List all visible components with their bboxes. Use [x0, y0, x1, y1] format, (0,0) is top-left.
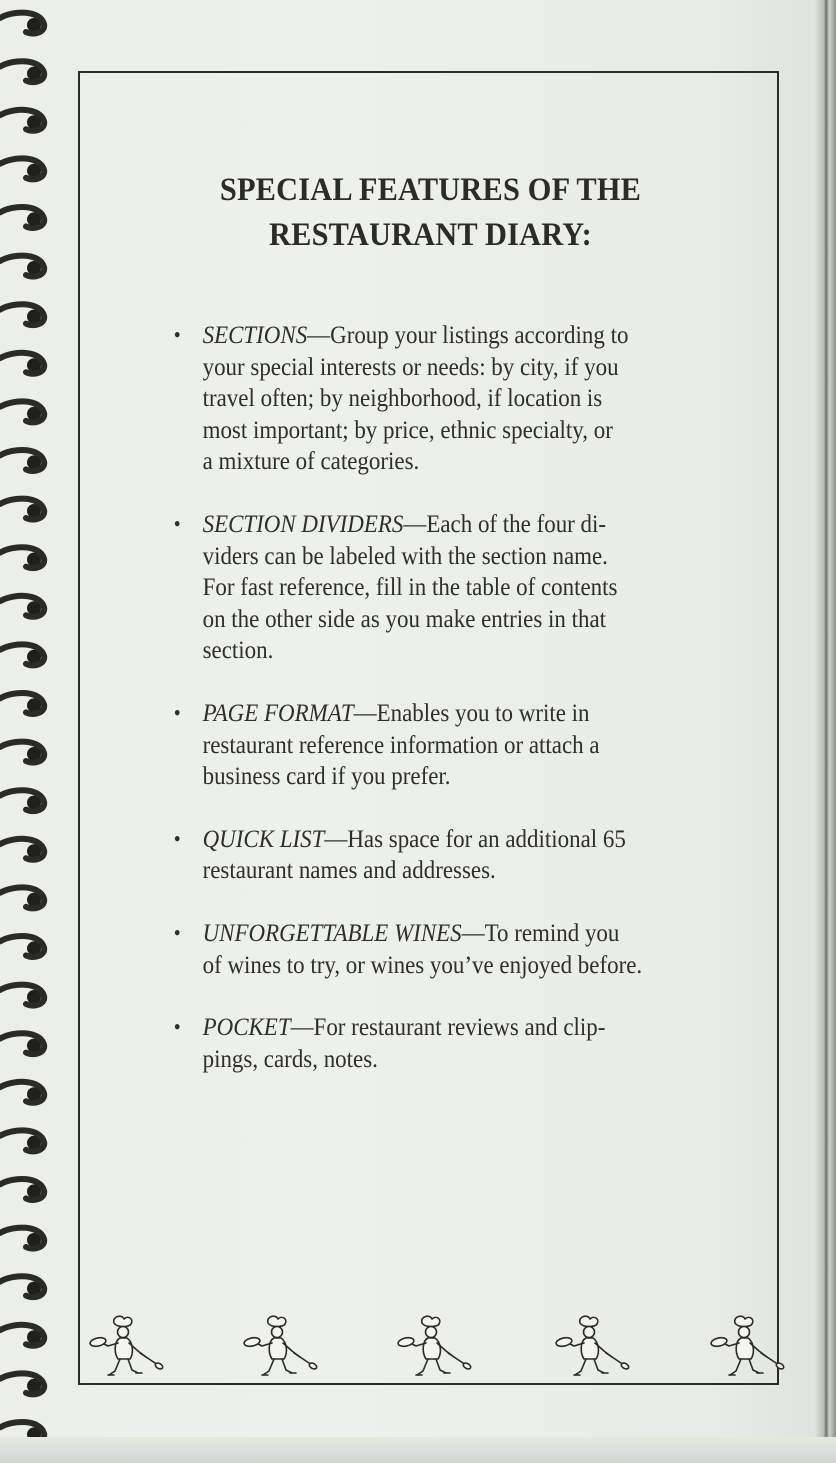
feature-text-line: restaurant names and addresses.	[202, 855, 496, 885]
bullet-icon: •	[173, 1014, 181, 1040]
feature-text-line: a mixture of categories.	[202, 446, 420, 476]
feature-item-quick-list	[172, 823, 734, 886]
page-stack-edge	[814, 0, 836, 1463]
title-line-1: SPECIAL FEATURES OF THE	[219, 172, 642, 209]
spiral-loop	[0, 110, 44, 131]
feature-text-line: —Each of the four di-	[403, 508, 607, 538]
spiral-loop	[0, 61, 44, 82]
feature-name: POCKET	[202, 1012, 291, 1042]
spiral-loop	[0, 1033, 44, 1054]
feature-item-section-dividers	[172, 508, 734, 666]
chef-with-spoon-icon	[392, 1313, 472, 1381]
feature-item-pocket	[172, 1011, 734, 1074]
feature-item-sections	[172, 319, 734, 477]
feature-item-unforgettable-wines	[172, 917, 734, 980]
feature-text-line: viders can be labeled with the section name.	[202, 540, 608, 570]
feature-text-line: —Enables you to write in	[353, 697, 590, 727]
spiral-loop	[0, 985, 44, 1006]
feature-text-line: —To remind you	[461, 917, 620, 947]
spiral-loop	[0, 742, 44, 763]
chef-with-spoon-icon	[705, 1313, 785, 1381]
feature-text-line: travel often; by neighborhood, if location is	[202, 383, 603, 413]
feature-name: SECTIONS	[202, 320, 308, 349]
bullet-icon: •	[173, 919, 181, 945]
spiral-loop	[0, 936, 44, 957]
spiral-loop	[0, 1228, 44, 1249]
feature-name: QUICK LIST	[202, 823, 325, 853]
spiral-loop	[0, 887, 44, 908]
spiral-loop	[0, 1130, 44, 1151]
spiral-loop	[0, 547, 44, 568]
feature-text-line: section.	[202, 635, 274, 665]
spiral-loop	[0, 1325, 44, 1346]
spiral-loop	[0, 401, 44, 422]
feature-text-line: restaurant reference information or attach a	[202, 729, 600, 759]
feature-name: SECTION DIVIDERS	[202, 508, 404, 538]
spiral-loop	[0, 693, 44, 714]
feature-text-line: business card if you prefer.	[202, 761, 451, 791]
title-line-2: RESTAURANT DIARY:	[269, 217, 592, 254]
feature-text-line: pings, cards, notes.	[202, 1043, 378, 1073]
feature-text-line: your special interests or needs: by city, if you	[202, 351, 619, 381]
spiral-loop	[0, 839, 44, 860]
feature-text-line: of wines to try, or wines you’ve enjoyed before.	[202, 949, 643, 979]
bullet-icon: •	[173, 322, 181, 347]
feature-text-line: —For restaurant reviews and clip-	[290, 1012, 606, 1042]
spiral-binding	[0, 0, 56, 1463]
feature-text-line: For fast reference, fill in the table of contents	[202, 572, 618, 602]
spiral-loop	[0, 1373, 44, 1394]
chef-with-spoon-icon	[84, 1313, 164, 1381]
bullet-icon: •	[173, 825, 181, 851]
feature-text-line: most important; by price, ethnic specialty, or	[202, 414, 613, 444]
spiral-loop	[0, 790, 44, 811]
feature-text-line: on the other side as you make entries in that	[202, 603, 607, 633]
feature-list	[172, 319, 712, 1074]
bullet-icon: •	[173, 510, 181, 536]
feature-text-line: —Group your listings according to	[307, 320, 629, 349]
feature-text-line: —Has space for an additional 65	[324, 823, 626, 853]
page-bottom-edge	[0, 1437, 836, 1463]
spiral-loop	[0, 1179, 44, 1200]
bullet-icon: •	[173, 699, 181, 725]
spiral-loop	[0, 499, 44, 520]
spiral-loop	[0, 304, 44, 325]
page-frame	[78, 71, 779, 1385]
chef-border	[80, 1311, 777, 1383]
chef-with-spoon-icon	[550, 1313, 630, 1381]
chef-with-spoon-icon	[238, 1313, 318, 1381]
spiral-loop	[0, 256, 44, 277]
spiral-loop	[0, 644, 44, 665]
page-title	[108, 168, 753, 258]
feature-name: UNFORGETTABLE WINES	[202, 917, 462, 947]
spiral-loop	[0, 158, 44, 179]
spiral-loop	[0, 207, 44, 228]
spiral-loop	[0, 13, 44, 34]
feature-name: PAGE FORMAT	[202, 697, 354, 727]
feature-item-page-format	[172, 697, 734, 792]
spiral-loop	[0, 450, 44, 471]
spiral-loop	[0, 353, 44, 374]
spiral-loop	[0, 1082, 44, 1103]
spiral-loop	[0, 1276, 44, 1297]
spiral-loop	[0, 596, 44, 617]
